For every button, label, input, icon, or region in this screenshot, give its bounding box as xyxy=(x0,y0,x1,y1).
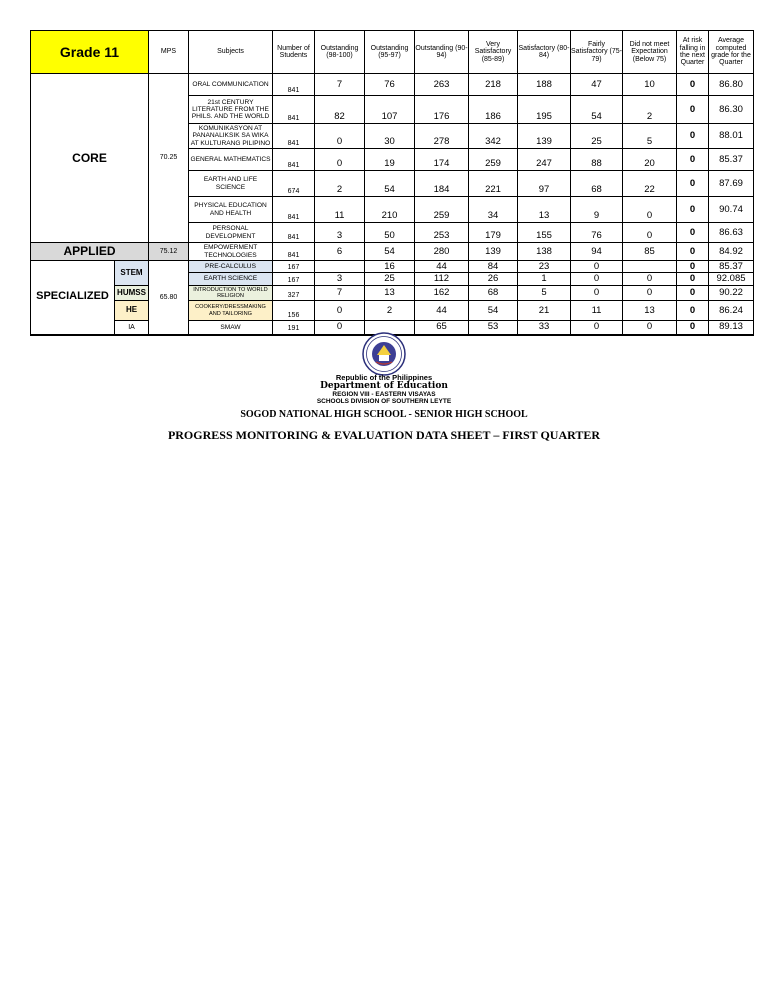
outstanding-98-100-cell: 7 xyxy=(315,286,365,301)
very-satisfactory-cell: 26 xyxy=(469,273,518,286)
republic-line: Republic of the Philippines xyxy=(335,373,433,382)
satisfactory-cell: 5 xyxy=(518,286,571,301)
outstanding-95-97-cell: 13 xyxy=(365,286,415,301)
subject-cell: COOKERY/DRESSMAKING AND TAILORING xyxy=(189,301,273,321)
satisfactory-cell: 23 xyxy=(518,261,571,273)
at-risk-cell: 0 xyxy=(677,286,709,301)
did-not-meet-cell: 0 xyxy=(623,321,677,335)
outstanding-95-97-cell: 76 xyxy=(365,74,415,96)
mps-core: 70.25 xyxy=(149,74,189,243)
outstanding-90-94-cell: 280 xyxy=(415,243,469,261)
outstanding-90-94-cell: 162 xyxy=(415,286,469,301)
very-satisfactory-cell: 221 xyxy=(469,171,518,197)
subject-cell: SMAW xyxy=(189,321,273,335)
average-grade-cell: 85.37 xyxy=(709,261,754,273)
satisfactory-cell: 97 xyxy=(518,171,571,197)
subject-cell: EARTH AND LIFE SCIENCE xyxy=(189,171,273,197)
did-not-meet-cell: 5 xyxy=(623,124,677,149)
did-not-meet-cell: 2 xyxy=(623,96,677,124)
outstanding-98-100-cell: 0 xyxy=(315,301,365,321)
students-cell: 156 xyxy=(273,301,315,321)
region-line: REGION VIII - EASTERN VISAYAS xyxy=(332,391,436,398)
header-subjects: Subjects xyxy=(189,31,273,74)
did-not-meet-cell: 13 xyxy=(623,301,677,321)
outstanding-98-100-cell: 2 xyxy=(315,171,365,197)
very-satisfactory-cell: 68 xyxy=(469,286,518,301)
outstanding-90-94-cell: 174 xyxy=(415,149,469,171)
very-satisfactory-cell: 186 xyxy=(469,96,518,124)
satisfactory-cell: 155 xyxy=(518,223,571,243)
students-cell: 841 xyxy=(273,197,315,223)
did-not-meet-cell: 0 xyxy=(623,197,677,223)
subject-cell: KOMUNIKASYON AT PANANALIKSIK SA WIKA AT KULTURANG PILIPINO xyxy=(189,124,273,149)
subject-cell: EMPOWERMENT TECHNOLOGIES xyxy=(189,243,273,261)
at-risk-cell: 0 xyxy=(677,74,709,96)
grade-title: Grade 11 xyxy=(31,31,149,74)
at-risk-cell: 0 xyxy=(677,223,709,243)
division-line: SCHOOLS DIVISION OF SOUTHERN LEYTE xyxy=(316,398,452,405)
students-cell: 841 xyxy=(273,124,315,149)
outstanding-98-100-cell: 3 xyxy=(315,273,365,286)
at-risk-cell: 0 xyxy=(677,197,709,223)
average-grade-cell: 90.22 xyxy=(709,286,754,301)
students-cell: 841 xyxy=(273,74,315,96)
outstanding-98-100-cell xyxy=(315,261,365,273)
outstanding-95-97-cell: 54 xyxy=(365,171,415,197)
satisfactory-cell: 33 xyxy=(518,321,571,335)
outstanding-98-100-cell: 0 xyxy=(315,124,365,149)
did-not-meet-cell: 0 xyxy=(623,286,677,301)
satisfactory-cell: 1 xyxy=(518,273,571,286)
outstanding-95-97-cell: 19 xyxy=(365,149,415,171)
sheet-title: PROGRESS MONITORING & EVALUATION DATA SHEET – FIRST QUARTER xyxy=(167,428,601,442)
group-core: CORE xyxy=(31,74,149,243)
very-satisfactory-cell: 259 xyxy=(469,149,518,171)
very-satisfactory-cell: 84 xyxy=(469,261,518,273)
students-cell: 327 xyxy=(273,286,315,301)
students-cell: 191 xyxy=(273,321,315,335)
did-not-meet-cell xyxy=(623,261,677,273)
average-grade-cell: 86.80 xyxy=(709,74,754,96)
at-risk-cell: 0 xyxy=(677,171,709,197)
outstanding-90-94-cell: 44 xyxy=(415,301,469,321)
outstanding-98-100-cell: 0 xyxy=(315,321,365,335)
very-satisfactory-cell: 342 xyxy=(469,124,518,149)
average-grade-cell: 84.92 xyxy=(709,243,754,261)
students-cell: 841 xyxy=(273,223,315,243)
header-outstanding-95-97: Outstanding (95-97) xyxy=(365,31,415,74)
table-row xyxy=(31,74,754,96)
subject-cell: ORAL COMMUNICATION xyxy=(189,74,273,96)
header-students: Number of Students xyxy=(273,31,315,74)
did-not-meet-cell: 20 xyxy=(623,149,677,171)
satisfactory-cell: 138 xyxy=(518,243,571,261)
outstanding-95-97-cell: 50 xyxy=(365,223,415,243)
mps-applied: 75.12 xyxy=(149,243,189,261)
header-outstanding-90-94: Outstanding (90-94) xyxy=(415,31,469,74)
fairly-satisfactory-cell: 0 xyxy=(571,321,623,335)
table-row xyxy=(31,301,754,321)
header-satisfactory: Satisfactory (80-84) xyxy=(518,31,571,74)
outstanding-98-100-cell: 7 xyxy=(315,74,365,96)
header-mps: MPS xyxy=(149,31,189,74)
header-very-satisfactory: Very Satisfactory (85-89) xyxy=(469,31,518,74)
track-he: HE xyxy=(115,301,149,321)
table-row xyxy=(31,286,754,301)
at-risk-cell: 0 xyxy=(677,273,709,286)
fairly-satisfactory-cell: 0 xyxy=(571,273,623,286)
outstanding-95-97-cell: 25 xyxy=(365,273,415,286)
satisfactory-cell: 21 xyxy=(518,301,571,321)
fairly-satisfactory-cell: 54 xyxy=(571,96,623,124)
table-row xyxy=(31,243,754,261)
table-row xyxy=(31,261,754,273)
students-cell: 167 xyxy=(273,261,315,273)
subject-cell: PRE-CALCULUS xyxy=(189,261,273,273)
at-risk-cell: 0 xyxy=(677,261,709,273)
very-satisfactory-cell: 53 xyxy=(469,321,518,335)
subject-cell: EARTH SCIENCE xyxy=(189,273,273,286)
group-applied: APPLIED xyxy=(31,243,149,261)
header-outstanding-98-100: Outstanding (98-100) xyxy=(315,31,365,74)
average-grade-cell: 90.74 xyxy=(709,197,754,223)
fairly-satisfactory-cell: 47 xyxy=(571,74,623,96)
did-not-meet-cell: 0 xyxy=(623,273,677,286)
group-specialized: SPECIALIZED xyxy=(31,261,115,335)
outstanding-95-97-cell: 107 xyxy=(365,96,415,124)
outstanding-98-100-cell: 82 xyxy=(315,96,365,124)
outstanding-95-97-cell: 16 xyxy=(365,261,415,273)
satisfactory-cell: 195 xyxy=(518,96,571,124)
very-satisfactory-cell: 54 xyxy=(469,301,518,321)
fairly-satisfactory-cell: 0 xyxy=(571,261,623,273)
at-risk-cell: 0 xyxy=(677,124,709,149)
subject-cell: PERSONAL DEVELOPMENT xyxy=(189,223,273,243)
very-satisfactory-cell: 218 xyxy=(469,74,518,96)
outstanding-95-97-cell: 2 xyxy=(365,301,415,321)
average-grade-cell: 86.63 xyxy=(709,223,754,243)
average-grade-cell: 88.01 xyxy=(709,124,754,149)
very-satisfactory-cell: 34 xyxy=(469,197,518,223)
did-not-meet-cell: 10 xyxy=(623,74,677,96)
subject-cell: 21st CENTURY LITERATURE FROM THE PHILS. AND THE WORLD xyxy=(189,96,273,124)
fairly-satisfactory-cell: 68 xyxy=(571,171,623,197)
satisfactory-cell: 247 xyxy=(518,149,571,171)
outstanding-90-94-cell: 263 xyxy=(415,74,469,96)
school-name: SOGOD NATIONAL HIGH SCHOOL - SENIOR HIGH SCHOOL xyxy=(240,409,528,420)
average-grade-cell: 87.69 xyxy=(709,171,754,197)
outstanding-98-100-cell: 3 xyxy=(315,223,365,243)
outstanding-90-94-cell: 65 xyxy=(415,321,469,335)
outstanding-90-94-cell: 259 xyxy=(415,197,469,223)
average-grade-cell: 86.30 xyxy=(709,96,754,124)
at-risk-cell: 0 xyxy=(677,96,709,124)
header-fairly-satisfactory: Fairly Satisfactory (75-79) xyxy=(571,31,623,74)
fairly-satisfactory-cell: 25 xyxy=(571,124,623,149)
average-grade-cell: 86.24 xyxy=(709,301,754,321)
outstanding-98-100-cell: 0 xyxy=(315,149,365,171)
header-did-not-meet: Did not meet Expectation (Below 75) xyxy=(623,31,677,74)
did-not-meet-cell: 85 xyxy=(623,243,677,261)
subject-cell: PHYSICAL EDUCATION AND HEALTH xyxy=(189,197,273,223)
average-grade-cell: 92.085 xyxy=(709,273,754,286)
subject-cell: INTRODUCTION TO WORLD RELIGION xyxy=(189,286,273,301)
outstanding-98-100-cell: 11 xyxy=(315,197,365,223)
at-risk-cell: 0 xyxy=(677,243,709,261)
fairly-satisfactory-cell: 88 xyxy=(571,149,623,171)
outstanding-90-94-cell: 278 xyxy=(415,124,469,149)
fairly-satisfactory-cell: 94 xyxy=(571,243,623,261)
outstanding-95-97-cell: 54 xyxy=(365,243,415,261)
fairly-satisfactory-cell: 9 xyxy=(571,197,623,223)
outstanding-90-94-cell: 184 xyxy=(415,171,469,197)
outstanding-90-94-cell: 112 xyxy=(415,273,469,286)
outstanding-95-97-cell: 210 xyxy=(365,197,415,223)
fairly-satisfactory-cell: 0 xyxy=(571,286,623,301)
header-at-risk: At risk falling in the next Quarter xyxy=(677,31,709,74)
outstanding-90-94-cell: 44 xyxy=(415,261,469,273)
header-row xyxy=(31,31,754,74)
very-satisfactory-cell: 179 xyxy=(469,223,518,243)
fairly-satisfactory-cell: 11 xyxy=(571,301,623,321)
students-cell: 841 xyxy=(273,96,315,124)
at-risk-cell: 0 xyxy=(677,301,709,321)
did-not-meet-cell: 22 xyxy=(623,171,677,197)
satisfactory-cell: 188 xyxy=(518,74,571,96)
mps-specialized: 65.80 xyxy=(149,261,189,335)
outstanding-90-94-cell: 176 xyxy=(415,96,469,124)
average-grade-cell: 85.37 xyxy=(709,149,754,171)
outstanding-90-94-cell: 253 xyxy=(415,223,469,243)
students-cell: 167 xyxy=(273,273,315,286)
subject-cell: GENERAL MATHEMATICS xyxy=(189,149,273,171)
satisfactory-cell: 13 xyxy=(518,197,571,223)
deped-seal-icon xyxy=(362,332,406,376)
at-risk-cell: 0 xyxy=(677,321,709,335)
did-not-meet-cell: 0 xyxy=(623,223,677,243)
at-risk-cell: 0 xyxy=(677,149,709,171)
track-stem: STEM xyxy=(115,261,149,286)
outstanding-95-97-cell: 30 xyxy=(365,124,415,149)
grade11-data-table xyxy=(30,30,754,336)
outstanding-98-100-cell: 6 xyxy=(315,243,365,261)
average-grade-cell: 89.13 xyxy=(709,321,754,335)
track-humss: HUMSS xyxy=(115,286,149,301)
fairly-satisfactory-cell: 76 xyxy=(571,223,623,243)
students-cell: 841 xyxy=(273,149,315,171)
students-cell: 841 xyxy=(273,243,315,261)
students-cell: 674 xyxy=(273,171,315,197)
track-ia: IA xyxy=(115,321,149,335)
very-satisfactory-cell: 139 xyxy=(469,243,518,261)
satisfactory-cell: 139 xyxy=(518,124,571,149)
deped-line: Department of Education xyxy=(320,381,448,391)
header-average-grade: Average computed grade for the Quarter xyxy=(709,31,754,74)
